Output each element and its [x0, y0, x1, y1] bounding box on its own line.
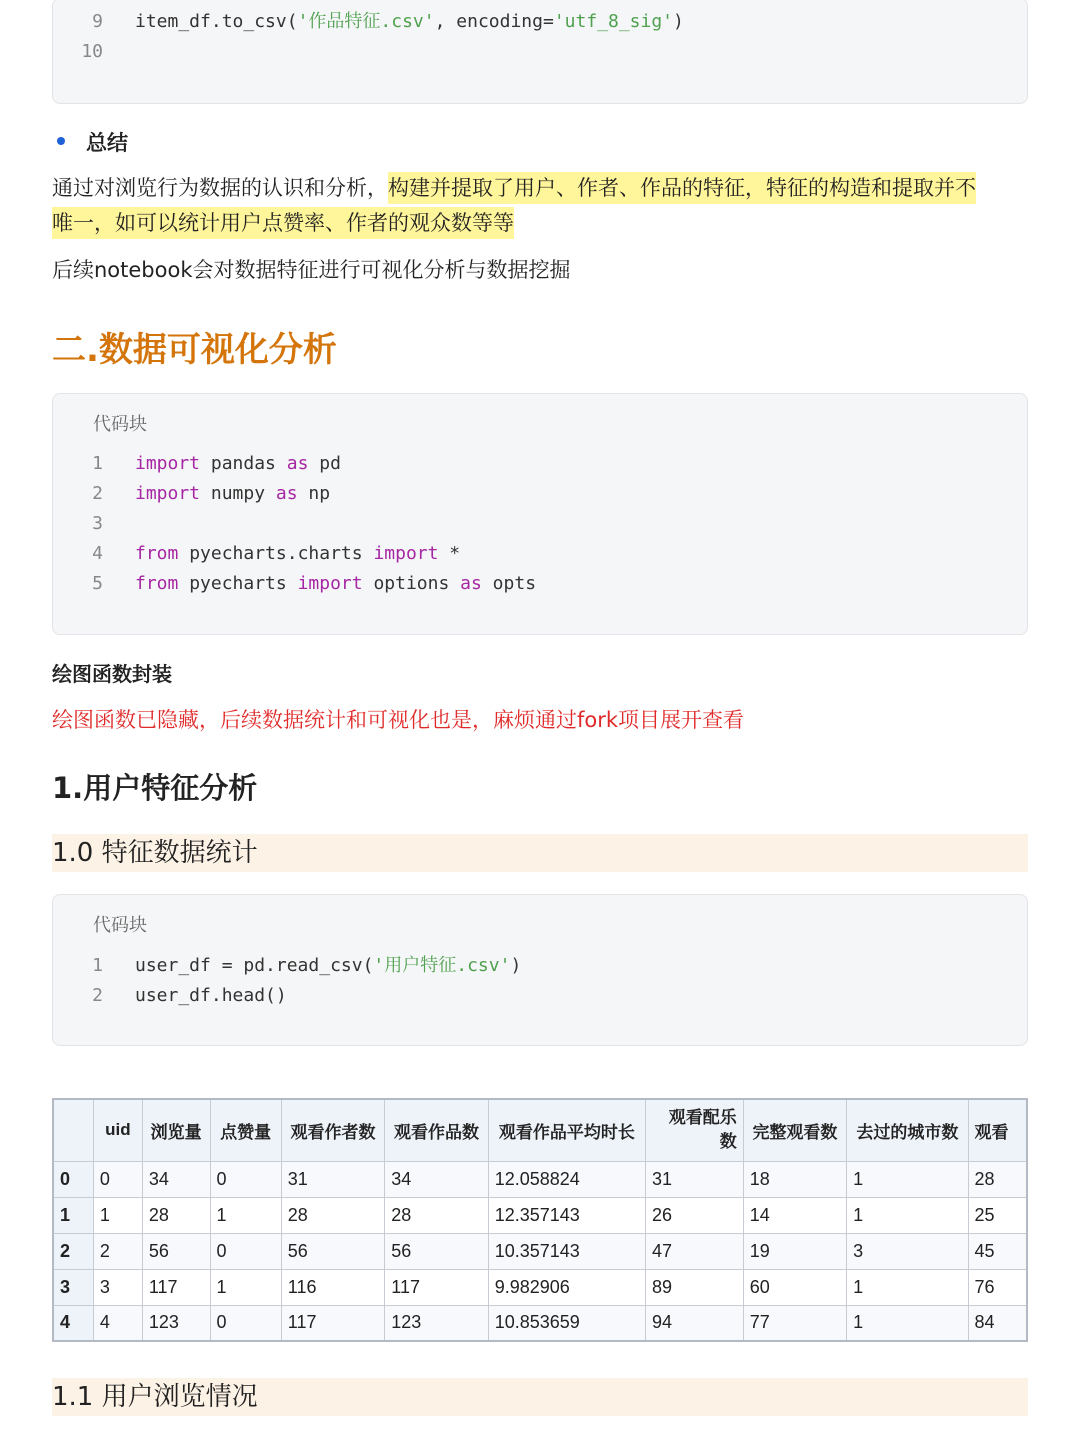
- table-cell: 56: [142, 1233, 210, 1269]
- table-cell: 1: [847, 1161, 968, 1197]
- table-cell: 12.357143: [488, 1197, 645, 1233]
- table-cell: 47: [645, 1233, 743, 1269]
- row-index: 1: [53, 1197, 93, 1233]
- code-string: '用户特征.csv': [373, 955, 511, 976]
- code-text: user_df = pd.read_csv(: [135, 955, 374, 976]
- code-keyword: import: [297, 573, 363, 594]
- table-cell: 19: [743, 1233, 846, 1269]
- table-cell: 25: [968, 1197, 1027, 1233]
- code-block-title: 代码块: [93, 915, 147, 936]
- code-text: user_df.head(): [135, 985, 287, 1006]
- code-text: ): [510, 955, 522, 976]
- summary-highlight-a: 构建并提取了用户、作者、作品的特征，特征的构造和提取并不: [388, 172, 976, 204]
- table-cell: 1: [847, 1197, 968, 1233]
- table-cell: 34: [142, 1161, 210, 1197]
- table-header-cell: 点赞量: [210, 1099, 281, 1161]
- table-cell: 77: [743, 1305, 846, 1341]
- plot-func-note: 绘图函数已隐藏，后续数据统计和可视化也是，麻烦通过fork项目展开查看: [52, 708, 745, 732]
- table-cell: 1: [847, 1305, 968, 1341]
- row-index: 0: [53, 1161, 93, 1197]
- table-header-cell: 去过的城市数: [847, 1099, 968, 1161]
- code-text: *: [438, 543, 461, 564]
- code-text: pd: [308, 453, 341, 474]
- table-row: [53, 1233, 1027, 1269]
- code-text: numpy: [200, 483, 276, 504]
- code-string: 'utf_8_sig': [553, 11, 674, 32]
- summary-highlight-b: 唯一，如可以统计用户点赞率、作者的观众数等等: [52, 207, 514, 239]
- dataframe-table: [52, 1098, 1028, 1342]
- table-cell: 28: [281, 1197, 384, 1233]
- table-cell: 45: [968, 1233, 1027, 1269]
- table-cell: 116: [281, 1269, 384, 1305]
- table-cell: 10.357143: [488, 1233, 645, 1269]
- table-cell: 28: [142, 1197, 210, 1233]
- table-cell: 12.058824: [488, 1161, 645, 1197]
- table-cell: 1: [210, 1269, 281, 1305]
- table-cell: 1: [210, 1197, 281, 1233]
- code-text: , encoding=: [434, 11, 554, 32]
- code-text: pyecharts: [178, 573, 298, 594]
- table-cell: 3: [847, 1233, 968, 1269]
- line-number: 5: [92, 573, 103, 594]
- table-cell: 31: [645, 1161, 743, 1197]
- table-cell: 31: [281, 1161, 384, 1197]
- subsection-1-0: 1.0 特征数据统计: [52, 834, 1028, 872]
- table-cell: 76: [968, 1269, 1027, 1305]
- table-header-cell: 观看作品数: [385, 1099, 488, 1161]
- code-text: ): [673, 11, 684, 32]
- table-header-cell: 观看: [968, 1099, 1027, 1161]
- table-cell: 123: [385, 1305, 488, 1341]
- table-cell: 117: [142, 1269, 210, 1305]
- code-text: item_df.to_csv(: [135, 11, 298, 32]
- code-keyword: import: [135, 453, 201, 474]
- table-cell: 117: [281, 1305, 384, 1341]
- table-header-cell: uid: [93, 1099, 142, 1161]
- table-header-cell: 观看配乐数: [645, 1099, 743, 1161]
- table-cell: 1: [847, 1269, 968, 1305]
- code-text: options: [362, 573, 461, 594]
- table-header-cell: 完整观看数: [743, 1099, 846, 1161]
- code-text: opts: [481, 573, 537, 594]
- table-header-cell: 观看作者数: [281, 1099, 384, 1161]
- plot-func-heading: 绘图函数封装: [52, 662, 172, 686]
- table-header-cell: [53, 1099, 93, 1161]
- code-block-title: 代码块: [93, 414, 147, 435]
- table-cell: 34: [385, 1161, 488, 1197]
- table-cell: 9.982906: [488, 1269, 645, 1305]
- table-row: [53, 1197, 1027, 1233]
- code-keyword: import: [135, 483, 201, 504]
- table-header-cell: 观看作品平均时长: [488, 1099, 645, 1161]
- row-index: 4: [53, 1305, 93, 1341]
- row-index: 2: [53, 1233, 93, 1269]
- code-text: np: [297, 483, 331, 504]
- line-number: 1: [92, 955, 103, 976]
- table-cell: 0: [210, 1233, 281, 1269]
- summary-bullet-title: 总结: [86, 131, 128, 155]
- line-number: 2: [92, 483, 103, 504]
- table-cell: 94: [645, 1305, 743, 1341]
- table-cell: 84: [968, 1305, 1027, 1341]
- code-keyword: as: [286, 453, 309, 474]
- table-cell: 123: [142, 1305, 210, 1341]
- code-text: pandas: [200, 453, 287, 474]
- table-body: [53, 1161, 1027, 1341]
- table-cell: 0: [93, 1161, 142, 1197]
- code-keyword: as: [460, 573, 482, 594]
- table-cell: 4: [93, 1305, 142, 1341]
- summary-paragraph-2: 后续notebook会对数据特征进行可视化分析与数据挖掘: [52, 258, 571, 282]
- table-cell: 28: [385, 1197, 488, 1233]
- table-header-cell: 浏览量: [142, 1099, 210, 1161]
- table-cell: 2: [93, 1233, 142, 1269]
- table-cell: 1: [93, 1197, 142, 1233]
- section-title-visualization: 二.数据可视化分析: [52, 330, 337, 370]
- line-number: 2: [92, 985, 103, 1006]
- table-cell: 56: [385, 1233, 488, 1269]
- code-keyword: from: [135, 543, 179, 564]
- code-keyword: as: [275, 483, 298, 504]
- table-cell: 0: [210, 1161, 281, 1197]
- summary-plain-text: 通过对浏览行为数据的认识和分析，: [52, 176, 388, 200]
- code-string: '作品特征.csv': [297, 11, 435, 32]
- line-number: 3: [92, 513, 103, 534]
- table-row: [53, 1269, 1027, 1305]
- line-number: 4: [92, 543, 103, 564]
- line-number: 9: [92, 11, 103, 32]
- code-keyword: from: [135, 573, 179, 594]
- subsection-1-1: 1.1 用户浏览情况: [52, 1378, 1028, 1416]
- line-number: 1: [92, 453, 103, 474]
- table-cell: 3: [93, 1269, 142, 1305]
- table-cell: 117: [385, 1269, 488, 1305]
- table-row: [53, 1161, 1027, 1197]
- table-cell: 14: [743, 1197, 846, 1233]
- table-row: [53, 1305, 1027, 1341]
- table-cell: 60: [743, 1269, 846, 1305]
- table-cell: 28: [968, 1161, 1027, 1197]
- line-number: 10: [81, 41, 103, 62]
- user-section-title: 1.用户特征分析: [52, 771, 258, 805]
- code-text: pyecharts.charts: [178, 543, 374, 564]
- table-cell: 10.853659: [488, 1305, 645, 1341]
- table-cell: 0: [210, 1305, 281, 1341]
- table-cell: 18: [743, 1161, 846, 1197]
- table-cell: 89: [645, 1269, 743, 1305]
- table-cell: 26: [645, 1197, 743, 1233]
- table-cell: 56: [281, 1233, 384, 1269]
- table-header-row: [53, 1099, 1027, 1161]
- code-keyword: import: [373, 543, 439, 564]
- row-index: 3: [53, 1269, 93, 1305]
